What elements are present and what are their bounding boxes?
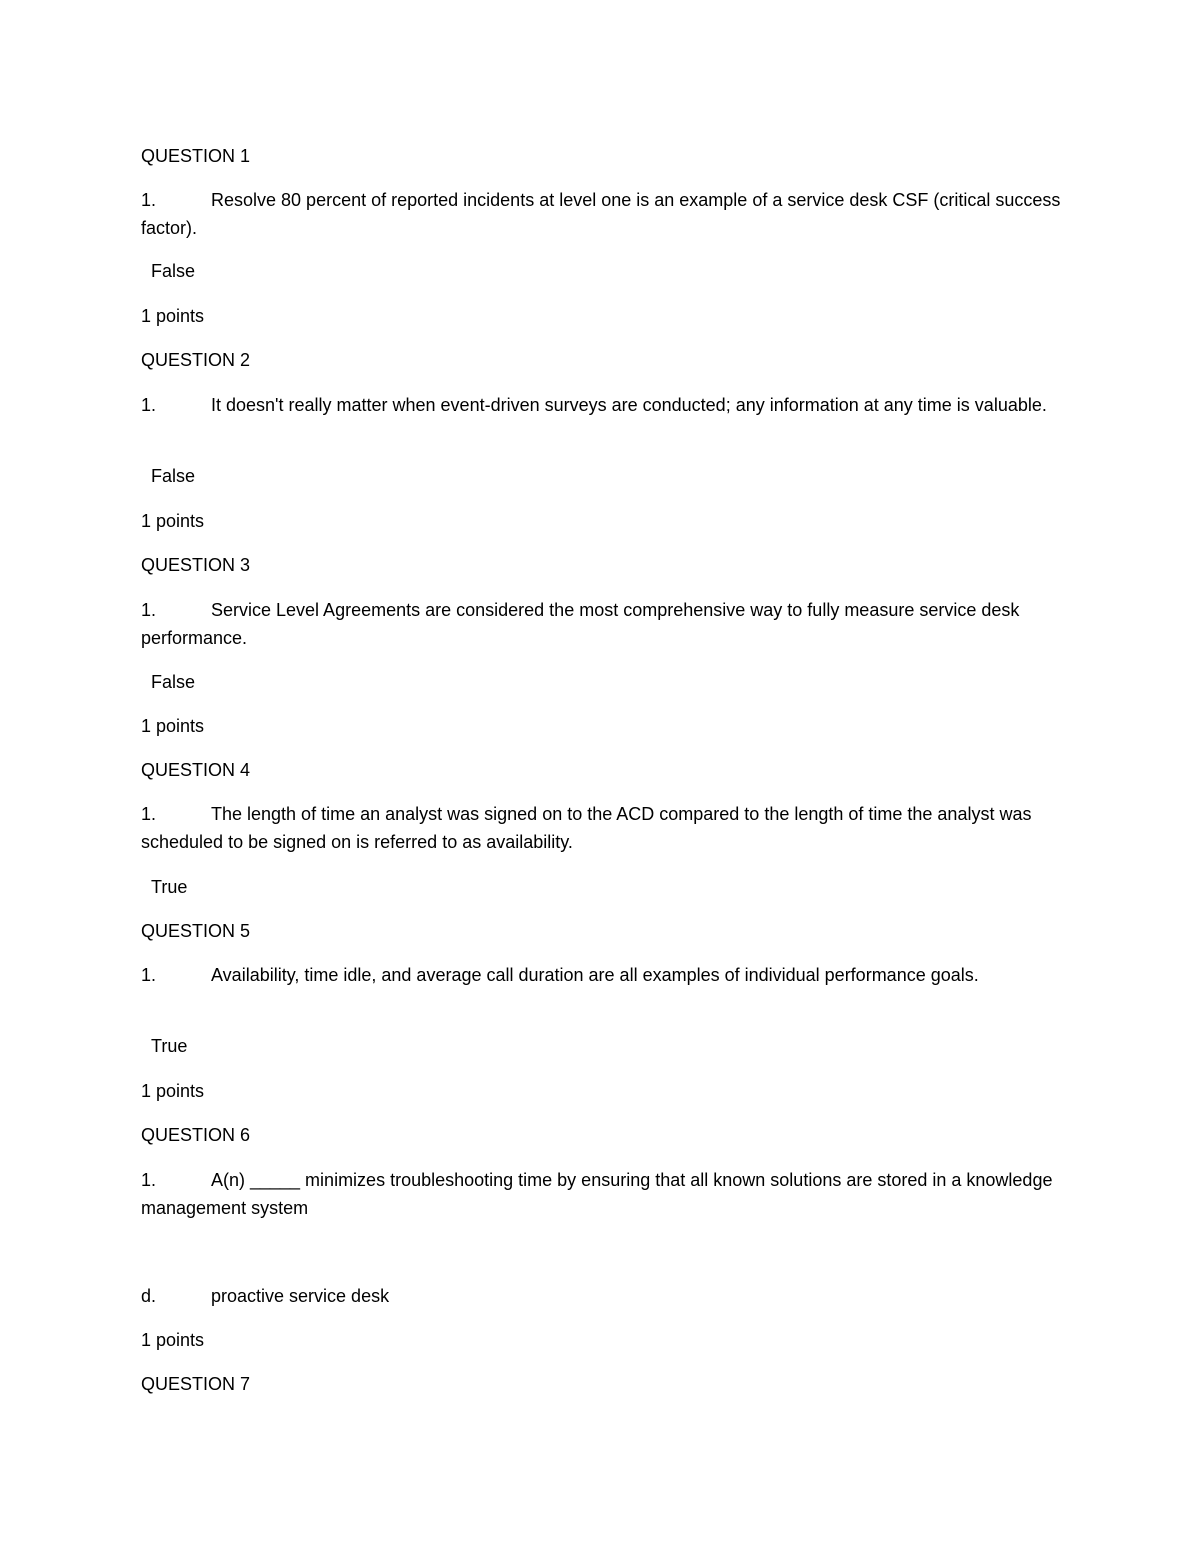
- question-3-text: Service Level Agreements are considered the most comprehensive way to fully measure service desk performance.: [141, 600, 1020, 648]
- question-5-text-block: [141, 961, 1081, 989]
- question-6-number: 1.: [141, 1170, 157, 1190]
- question-4-number: 1.: [141, 804, 157, 824]
- question-4-answer: True: [151, 877, 188, 897]
- question-2-heading: QUESTION 2: [141, 350, 251, 370]
- question-2-points: 1 points: [141, 511, 205, 531]
- question-5-number: 1.: [141, 965, 157, 985]
- question-5-heading: QUESTION 5: [141, 921, 251, 941]
- question-3-heading: QUESTION 3: [141, 555, 251, 575]
- question-1-text: Resolve 80 percent of reported incidents at level one is an example of a service desk CSF (critical success factor).: [141, 190, 1061, 238]
- question-1-number: 1.: [141, 190, 157, 210]
- question-2-text: It doesn't really matter when event-driven surveys are conducted; any information at any time is valuable.: [211, 395, 1047, 415]
- question-6-choice-letter: d.: [141, 1286, 157, 1306]
- question-2-number: 1.: [141, 395, 157, 415]
- question-1-text-block: [141, 186, 1081, 242]
- question-1-answer: False: [151, 261, 196, 281]
- question-5-text: Availability, time idle, and average call duration are all examples of individual performance goals.: [211, 965, 979, 985]
- question-3-text-block: [141, 596, 1081, 652]
- question-3-points: 1 points: [141, 716, 205, 736]
- question-1-heading: QUESTION 1: [141, 146, 251, 166]
- question-6-text-block: [141, 1166, 1081, 1222]
- question-2-answer: False: [151, 466, 196, 486]
- question-6-choice-text: proactive service desk: [211, 1286, 390, 1306]
- question-4-heading: QUESTION 4: [141, 760, 251, 780]
- question-2-text-block: [141, 391, 1081, 419]
- question-3-answer: False: [151, 672, 196, 692]
- question-3-number: 1.: [141, 600, 157, 620]
- question-5-answer: True: [151, 1036, 188, 1056]
- question-1-points: 1 points: [141, 306, 205, 326]
- question-6-heading: QUESTION 6: [141, 1125, 251, 1145]
- question-6-text: A(n) _____ minimizes troubleshooting time by ensuring that all known solutions are stored in a knowledge management system: [141, 1170, 1053, 1218]
- question-5-points: 1 points: [141, 1081, 205, 1101]
- question-4-text: The length of time an analyst was signed on to the ACD compared to the length of time the analyst was scheduled to be signed on is referred to as availability.: [141, 804, 1032, 852]
- question-6-choice: [141, 1284, 389, 1308]
- question-7-heading: QUESTION 7: [141, 1374, 251, 1394]
- question-6-points: 1 points: [141, 1330, 205, 1350]
- question-4-text-block: [141, 800, 1081, 856]
